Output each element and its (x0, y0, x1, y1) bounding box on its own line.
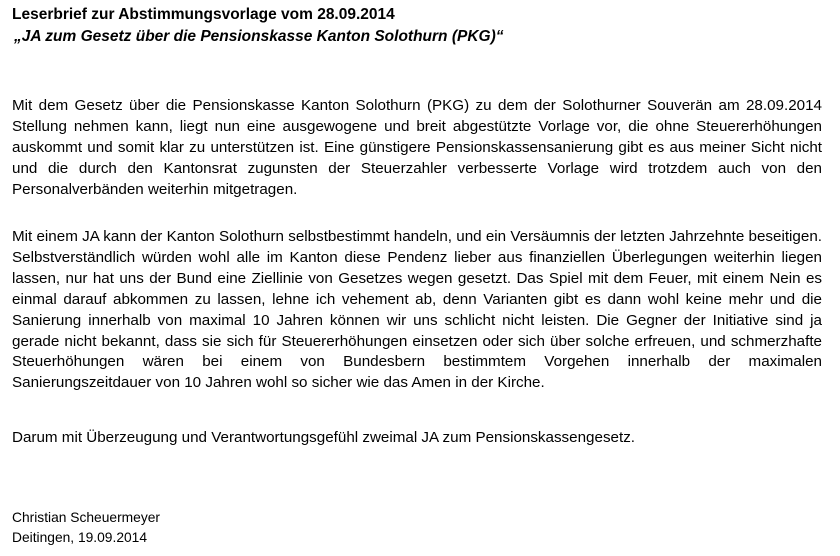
paragraph-1: Mit dem Gesetz über die Pensionskasse Kanton Solothurn (PKG) zu dem der Solothurner Souverän am 28.09.2014 Stellung nehmen kann, liegt nun eine ausgewogene und breit abgestützte Vorlage vor, die ohne Steuererhöhungen auskommt und somit klar zu unterstützen ist. Eine günstigere Pensionskassensanierung gibt es aus meiner Sicht nicht und die durch den Kantonsrat zugunsten der Steuerzahler verbesserte Vorlage wird trotzdem auch von den Personalverbänden weiterhin mitgetragen. (12, 97, 822, 198)
letter-subtitle: „JA zum Gesetz über die Pensionskasse Kanton Solothurn (PKG)“ (14, 28, 504, 45)
paragraph-3: Darum mit Überzeugung und Verantwortungsgefühl zweimal JA zum Pensionskassengesetz. (12, 429, 636, 446)
paragraph-2: Mit einem JA kann der Kanton Solothurn selbstbestimmt handeln, und ein Versäumnis der letzten Jahrzehnte beseitigen. Selbstverständlich würden wohl alle im Kanton diese Pendenz lieber aus finanziellen Überlegungen weiterhin liegen lassen, nur hat uns der Bund eine Ziellinie von Gesetzes wegen gesetzt. Das Spiel mit dem Feuer, mit einem Nein es einmal darauf abkommen zu lassen, lehne ich vehement ab, denn Varianten gibt es dann wohl keine mehr und die Sanierung innerhalb von maximal 10 Jahren können wir uns schlicht nicht leisten. Die Gegner der Initiative sind ja gerade nicht bekannt, dass sie sich für Steuererhöhungen einsetzen oder sich über solche erfreuen, und schmerzhafte Steuerhöhungen wären bei einem von Bundesbern bestimmtem Vorgehen innerhalb der maximalen Sanierungszeitdauer von 10 Jahren wohl so sicher wie das Amen in der Kirche. (12, 228, 822, 392)
signature-name: Christian Scheuermeyer (12, 510, 160, 525)
signature-place-date: Deitingen, 19.09.2014 (12, 530, 148, 545)
letter-title: Leserbrief zur Abstimmungsvorlage vom 28.09.2014 (12, 6, 395, 23)
